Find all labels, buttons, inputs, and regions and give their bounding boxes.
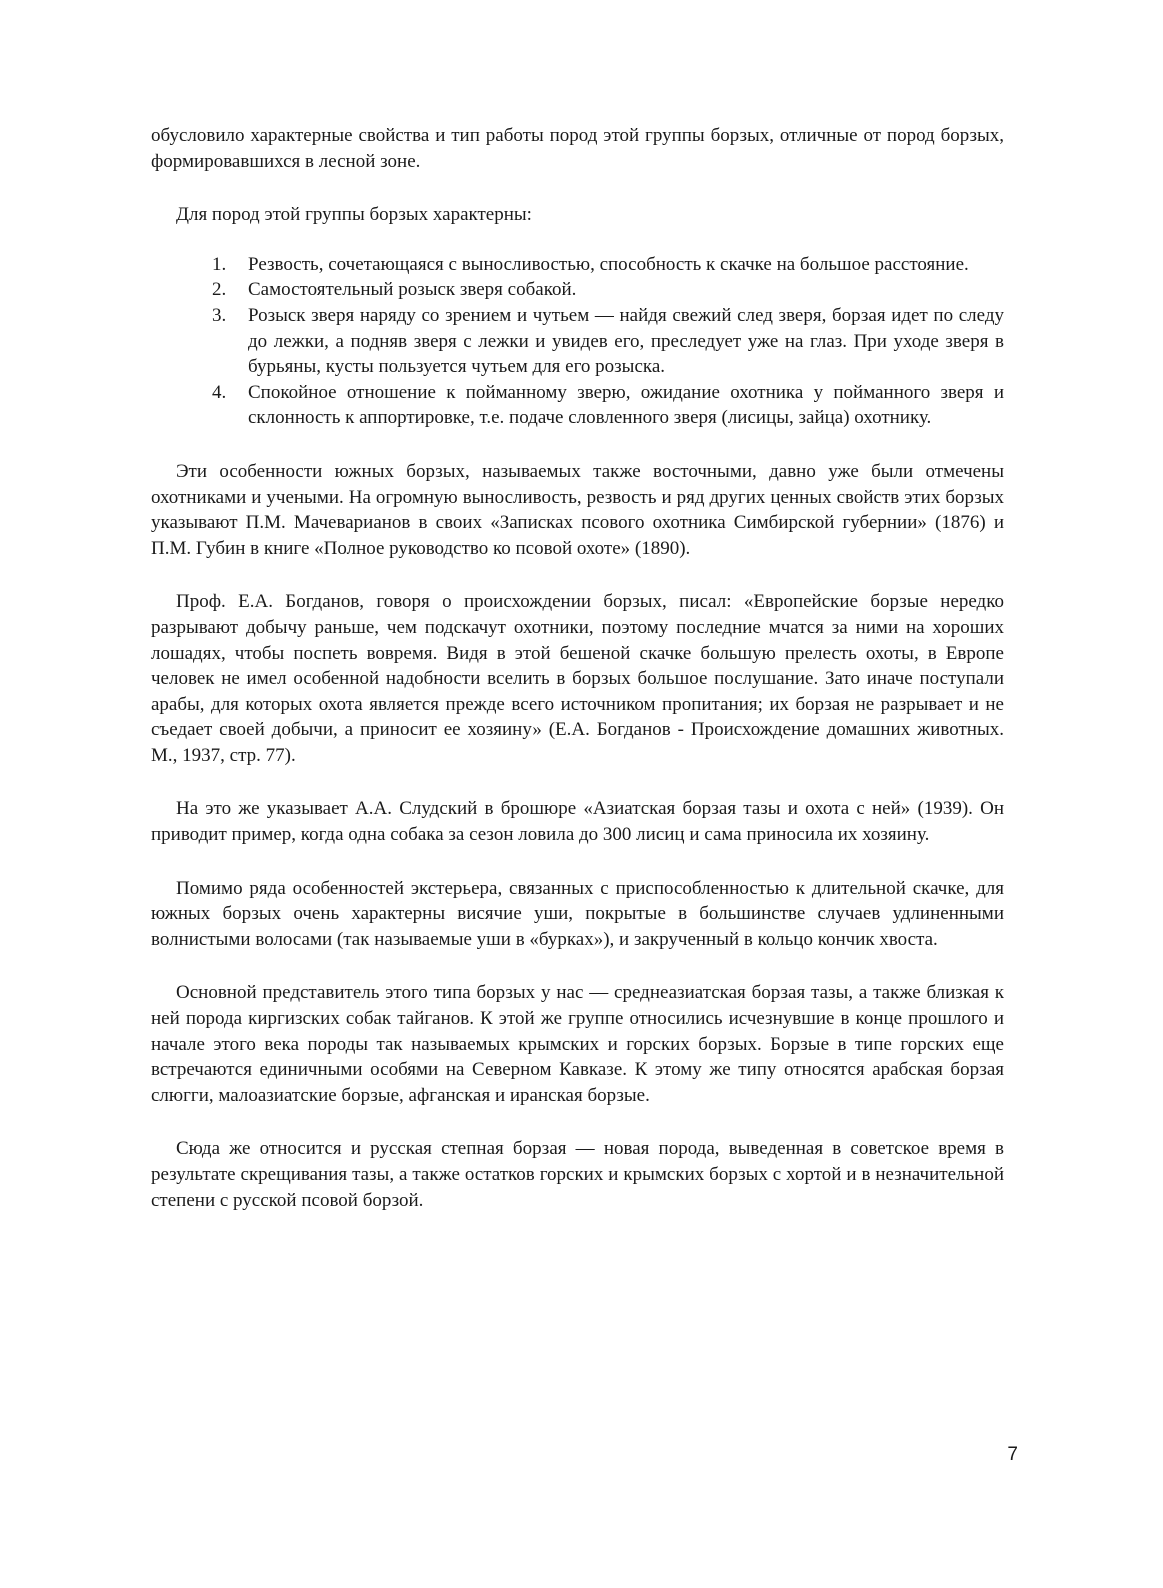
page-number: 7 bbox=[1007, 1444, 1018, 1465]
list-item-text: Резвость, сочетающаяся с выносливостью, способность к скачке на большое расстояние. bbox=[248, 253, 969, 275]
list-item-number: 2. bbox=[212, 279, 227, 301]
list-item-text: Самостоятельный розыск зверя собакой. bbox=[248, 279, 577, 301]
characteristics-list bbox=[151, 252, 1004, 431]
list-item-number: 1. bbox=[212, 253, 227, 275]
list-item-number: 4. bbox=[212, 381, 227, 403]
paragraph-list-lead: Для пород этой группы борзых характерны: bbox=[176, 204, 532, 226]
list-item-text: Розыск зверя наряду со зрением и чутьем — найдя свежий след зверя, борзая идет по следу до лежки, а подняв зверя с лежки и увидев его, преследует уже на глаз. При уходе зверя в бурьяны, кусты пользуется чутьем для его розыска. bbox=[248, 304, 1004, 378]
page-content bbox=[151, 123, 1004, 1213]
list-item bbox=[151, 380, 1004, 431]
paragraph-breed-types: Основной представитель этого типа борзых у нас — среднеазиатская борзая тазы, а также близкая к ней порода киргизских собак тайганов. К этой же группе относились исчезнувшие в конце прошлого и начале этого века породы так называемых крымских и горских борзых. Борзые в типе горских еще встречаются единичными особями на Северном Кавказе. К этому же типу относятся арабская борзая слюгги, малоазиатские борзые, афганская и иранская борзые. bbox=[151, 982, 1004, 1106]
list-item bbox=[151, 303, 1004, 380]
paragraph-steppe-borzoi: Сюда же относится и русская степная борзая — новая порода, выведенная в советское время в результате скрещивания тазы, а также остатков горских и крымских борзых с хортой и в незначительной степени с русской псовой борзой. bbox=[151, 1138, 1004, 1211]
paragraph-sludsky: На это же указывает А.А. Слудский в брошюре «Азиатская борзая тазы и охота с ней» (1939). Он приводит пример, когда одна собака за сезон ловила до 300 лисиц и сама приносила их хозяину. bbox=[151, 798, 1004, 846]
paragraph-southern-features: Эти особенности южных борзых, называемых также восточными, давно уже были отмечены охотниками и учеными. На огромную выносливость, резвость и ряд других ценных свойств этих борзых указывают П.М. Мачеварианов в своих «Записках псового охотника Симбирской губернии» (1876) и П.М. Губин в книге «Полное руководство ко псовой охоте» (1890). bbox=[151, 460, 1004, 559]
paragraph-intro: обусловило характерные свойства и тип работы пород этой группы борзых, отличные от пород борзых, формировавшихся в лесной зоне. bbox=[151, 125, 1004, 172]
paragraph-bogdanov-quote: Проф. Е.А. Богданов, говоря о происхождении борзых, писал: «Европейские борзые нередко разрывают добычу раньше, чем подскачут охотники, поэтому последние мчатся за ними на хороших лошадях, чтобы поспеть вовремя. Видя в этой бешеной скачке большую прелесть охоты, в Европе человек не имел особенной надобности вселить в борзых большое послушание. Зато иначе поступали арабы, для которых охота является прежде всего источником пропитания; их борзая не разрывает и не съедает своей добычи, а приносит ее хозяину» (Е.А. Богданов - Происхождение домашних животных. М., 1937, стр. 77). bbox=[151, 591, 1004, 766]
list-item bbox=[151, 277, 1004, 303]
list-item-text: Спокойное отношение к пойманному зверю, ожидание охотника у пойманного зверя и склонность к аппортировке, т.е. подаче словленного зверя (лисицы, зайца) охотнику. bbox=[248, 381, 1004, 429]
paragraph-exterior: Помимо ряда особенностей экстерьера, связанных с приспособленностью к длительной скачке, для южных борзых очень характерны висячие уши, покрытые в большинстве случаев удлиненными волнистыми волосами (так называемые уши в «бурках»), и закрученный в кольцо кончик хвоста. bbox=[151, 877, 1004, 950]
list-item bbox=[151, 252, 1004, 278]
list-item-number: 3. bbox=[212, 304, 227, 326]
